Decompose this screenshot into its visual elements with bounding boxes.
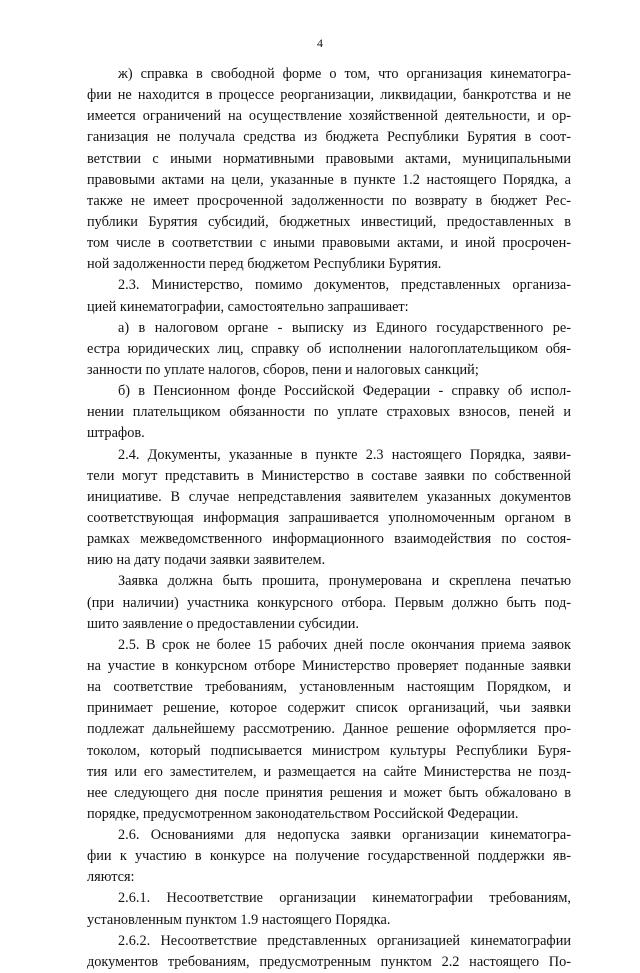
text-line: естра юридических лиц, справку об исполнении налогоплательщиком обя- — [87, 340, 571, 357]
text-line: ганизация не получала средства из бюджета Республики Бурятия в соот- — [87, 129, 571, 146]
text-line: 2.3. Министерство, помимо документов, представленных организа- — [118, 277, 571, 294]
text-line: инициативе. В случае непредставления заявителем указанных документов — [87, 488, 571, 505]
text-line: нении плательщиком обязанности по уплате страховых взносов, пеней и — [87, 404, 571, 421]
text-line: (при наличии) участника конкурсного отбора. Первым должно быть под- — [87, 594, 571, 611]
text-line: ж) справка в свободной форме о том, что организация кинематогра- — [118, 66, 571, 82]
text-line: на соответствие требованиям, установленным настоящим Порядком, и — [87, 679, 571, 696]
text-line: ветствии с иными нормативными правовыми актами, муниципальными — [87, 150, 571, 167]
text-line: цией кинематографии, самостоятельно запрашивает: — [87, 298, 409, 315]
text-line: 2.4. Документы, указанные в пункте 2.3 настоящего Порядка, заяви- — [118, 446, 571, 463]
text-line: фии не находится в процессе реорганизации, ликвидации, банкротства и не — [87, 87, 571, 104]
text-line: правовыми актами на цели, указанные в пункте 1.2 настоящего Порядка, а — [87, 171, 571, 188]
text-line: штрафов. — [87, 425, 145, 442]
text-line: тели могут представить в Министерство в составе заявки по собственной — [87, 467, 571, 484]
text-line: Заявка должна быть прошита, пронумерована и скреплена печатью — [118, 573, 571, 590]
text-line: принимает решение, которое содержит список организаций, чьи заявки — [87, 700, 571, 717]
text-line: также не имеет просроченной задолженности по возврату в бюджет Рес- — [87, 192, 571, 209]
text-line: на участие в конкурсном отборе Министерство проверяет поданные заявки — [87, 657, 571, 674]
text-line: нию на дату подачи заявки заявителем. — [87, 552, 326, 569]
text-line: б) в Пенсионном фонде Российской Федерации - справку об испол- — [118, 383, 571, 400]
text-line: установленным пунктом 1.9 настоящего Порядка. — [87, 911, 391, 928]
text-line: 2.6. Основаниями для недопуска заявки организации кинематогра- — [118, 827, 571, 844]
text-line: документов требованиям, предусмотренным пунктом 2.2 настоящего По- — [87, 953, 571, 970]
text-line: порядке, предусмотренном законодательством Российской Федерации. — [87, 805, 519, 822]
text-line: токолом, который подписывается министром культуры Республики Буря- — [87, 742, 571, 759]
text-line: ляются: — [87, 869, 135, 886]
text-line: ной задолженности перед бюджетом Республики Бурятия. — [87, 256, 442, 273]
text-line: 2.6.2. Несоответствие представленных организацией кинематографии — [118, 932, 571, 949]
text-line: 2.6.1. Несоответствие организации кинематографии требованиям, — [118, 890, 571, 907]
text-line: рамках межведомственного информационного взаимодействия по состоя- — [87, 531, 571, 548]
text-line: том числе в соответствии с иными правовыми актами, и иной просрочен- — [87, 235, 571, 252]
text-line: 2.5. В срок не более 15 рабочих дней после окончания приема заявок — [118, 636, 571, 653]
page-number: 4 — [317, 36, 323, 50]
text-line: занности по уплате налогов, сборов, пени и налоговых санкций; — [87, 361, 479, 378]
text-line: фии к участию в конкурсе на получение государственной поддержки яв- — [87, 848, 571, 865]
text-line: шито заявление о предоставлении субсидии. — [87, 615, 359, 632]
text-line: соответствующая информация запрашивается уполномоченным органом в — [87, 509, 571, 526]
document-body — [87, 64, 571, 973]
text-line: нее следующего дня после принятия решения и может быть обжаловано в — [87, 784, 571, 801]
text-line: имеется ограничений на осуществление хозяйственной деятельности, и ор- — [87, 108, 571, 125]
text-line: публики Бурятия субсидий, бюджетных инвестиций, предоставленных в — [87, 213, 571, 230]
text-line: а) в налоговом органе - выписку из Единого государственного ре- — [118, 319, 571, 336]
text-line: подлежат дальнейшему рассмотрению. Данное решение оформляется про- — [87, 721, 571, 738]
text-line: тия или его заместителем, и размещается на сайте Министерства не позд- — [87, 763, 571, 780]
